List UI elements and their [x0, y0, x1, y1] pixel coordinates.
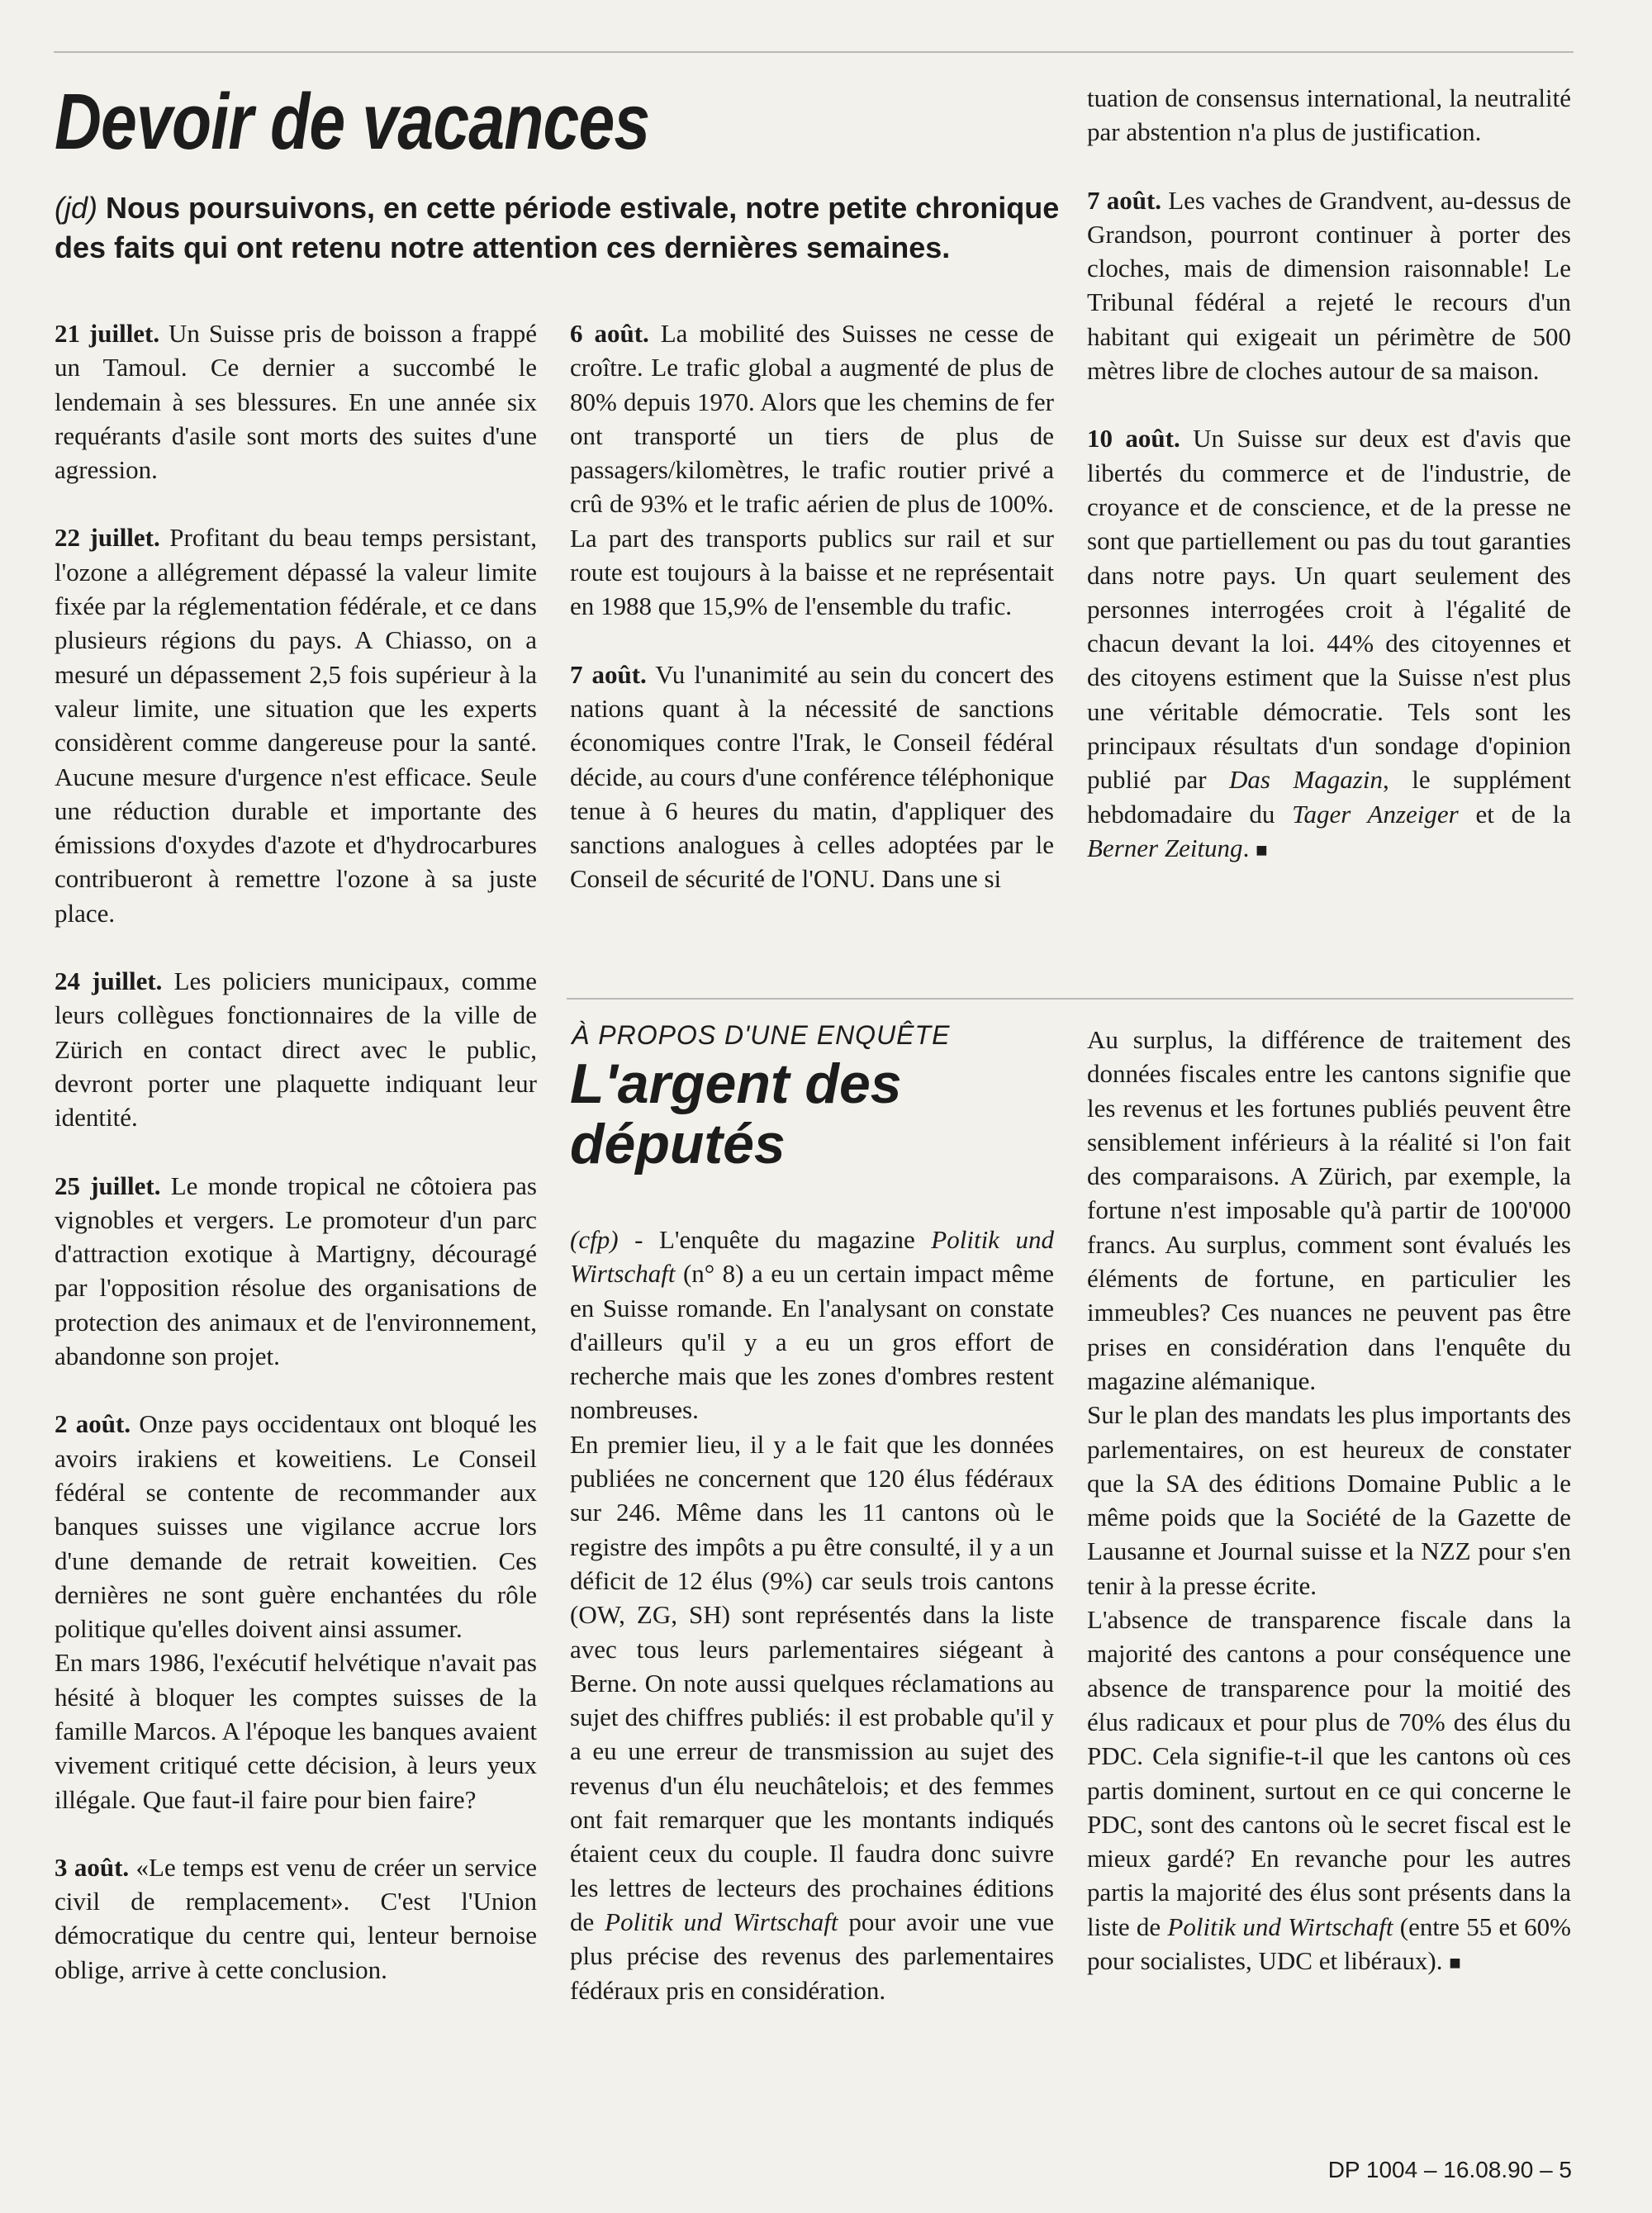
article1-column-3 [1087, 81, 1571, 868]
chronicle-entry-continuation: En mars 1986, l'exécutif helvétique n'avait pas hésité à bloquer les comptes suisses de la famille Marcos. A l'époque les banques avaient vivement critiqué cette décision, à leurs yeux illégale. Que faut-il faire pour bien faire? [55, 1648, 537, 1814]
chronicle-entry [55, 1850, 537, 1987]
entry-date: 2 août. [55, 1409, 131, 1439]
entry-text: Un Suisse pris de boisson a frappé un Tamoul. Ce dernier a succombé le lendemain à ses blessures. En une année six requérants d'asile sont morts des suites d'une agression. [55, 319, 537, 485]
paragraph-text: (entre 55 et 60% pour socialistes, UDC et libéraux). [1087, 1911, 1571, 1976]
entry-text: Profitant du beau temps persistant, l'ozone a allégrement dépassé la valeur limite fixée par la réglementation fédérale, et ce dans plusieurs régions du pays. A Chiasso, on a mesuré un dépassement 2,5 fois supérieur à la valeur limite, une situation que les experts considèrent comme dangereuse pour la santé. Aucune mesure d'urgence n'est efficace. Seule une réduction durable et importante des émissions d'oxydes d'azote et d'hydrocarbures contribueront à remettre l'ozone à sa juste place. [55, 523, 537, 928]
paragraph [570, 1427, 1054, 2007]
paragraph [1087, 1603, 1571, 1981]
entry-text: La mobilité des Suisses ne cesse de croître. Le trafic global a augmenté de plus de 80% depuis 1970. Alors que les chemins de fer ont transporté un tiers de plus de passagers/kilomètres, le trafic routier privé a crû de 93% et le trafic aérien de plus de 100%. La part des transports publics sur rail et sur route est toujours à la baisse et ne représentait en 1988 que 15,9% de l'ensemble du trafic. [570, 319, 1054, 621]
entry-text: Les vaches de Grandvent, au-dessus de Grandson, pourront continuer à porter des cloches, mais de dimension raisonnable! Le Tribunal fédéral a rejeté le recours d'un habitant qui exigeait un périmètre de 500 mètres libre de cloches autour de sa maison. [1087, 185, 1571, 386]
end-of-article-mark: ■ [1256, 839, 1268, 862]
chronicle-entry [570, 316, 1054, 624]
paragraph-text: L'absence de transparence fiscale dans la majorité des cantons a pour conséquence une absence de transparence pour la moitié des élus radicaux et pour plus de 70% des élus du PDC. Cela signifie-t-il que les cantons où ces partis dominent, surtout en ce qui concerne le PDC, sont des cantons où le secret fiscal est le mieux gardé? En revanche pour les autres partis la majorité des élus sont présents dans la liste de [1087, 1605, 1571, 1941]
article2-column-2 [570, 1223, 1054, 2007]
entry-text: Un Suisse sur deux est d'avis que libertés du commerce et de l'industrie, de croyance et de conscience, et de la presse ne sont que partiellement ou pas du tout garanties dans notre pays. Un quart seulement des personnes interrogées croit à l'égalité de chacun devant la loi. 44% des citoyennes et des citoyens estiment que la Suisse n'est plus une véritable démocratie. Tels sont les principaux résultats d'un sondage d'opinion publié par [1087, 424, 1571, 795]
page-footer: DP 1004 – 16.08.90 – 5 [1327, 2157, 1572, 2182]
lead-author-tag: (jd) [55, 191, 97, 225]
entry-text: Vu l'unanimité au sein du concert des nations quant à la nécessité de sanctions économiques contre l'Irak, le Conseil fédéral décide, au cours d'une conférence téléphonique tenue à 6 heures du matin, d'appliquer des sanctions analogues à celles adoptées par le Conseil de sécurité de l'ONU. Dans une si [570, 659, 1054, 894]
entry-date: 7 août. [1087, 185, 1162, 215]
entry-date: 24 juillet. [55, 966, 163, 996]
publication-name: Politik und Wirtschaft [570, 1225, 1054, 1289]
chronicle-entry [55, 1407, 537, 1646]
paragraph-text: - L'enquête du magazine [618, 1225, 932, 1254]
entry-date: 22 juillet. [55, 523, 160, 553]
chronicle-entry [55, 1169, 537, 1374]
entry-text: et de la [1458, 799, 1571, 829]
article2-column-3 [1087, 1023, 1571, 1981]
paragraph [570, 1223, 1054, 1427]
lead-text: Nous poursuivons, en cette période estivale, notre petite chronique des faits qui ont retenu notre attention ces dernières semaines. [55, 191, 1060, 264]
chronicle-entry [1087, 421, 1571, 868]
publication-name: Politik und Wirtschaft [605, 1907, 838, 1936]
article2-kicker: À PROPOS D'UNE ENQUÊTE [572, 1020, 951, 1050]
entry-date: 21 juillet. [55, 319, 160, 348]
entry-date: 6 août. [570, 319, 649, 348]
entry-date: 10 août. [1087, 424, 1180, 454]
publication-name: Berner Zeitung [1087, 833, 1243, 862]
end-of-article-mark: ■ [1449, 1953, 1461, 1975]
chronicle-entry [55, 964, 537, 1134]
chronicle-entry [55, 520, 537, 930]
publication-name: Das Magazin [1229, 765, 1383, 795]
entry-text: «Le temps est venu de créer un service civil de remplacement». C'est l'Union démocratique du centre qui, lenteur bernoise oblige, arrive à cette conclusion. [55, 1852, 537, 1984]
article-lead [55, 188, 1066, 268]
entry-text: , le supplément hebdomadaire du [1087, 765, 1571, 829]
paragraph: Au surplus, la différence de traitement des données fiscales entre les cantons signifie que les revenus et les fortunes publiés peuvent être sensiblement inférieurs à la réalité si l'on fait des comparaisons. A Zürich, par exemple, la fortune n'est imposable qu'à partir de 100'000 francs. Au surplus, comment sont évalués les éléments de fortune, en particulier les immeubles? Ces nuances ne peuvent pas être prises en considération dans l'enquête du magazine alémanique. [1087, 1025, 1571, 1395]
author-tag: (cfp) [570, 1225, 619, 1254]
article1-column-2 [570, 316, 1054, 896]
chronicle-entry-continuation: tuation de consensus international, la neutralité par abstention n'a plus de justification. [1087, 83, 1571, 147]
entry-text: . [1242, 833, 1256, 862]
entry-date: 25 juillet. [55, 1171, 161, 1200]
top-rule [54, 51, 1574, 53]
chronicle-entry [55, 316, 537, 487]
article-title: Devoir de vacances [55, 78, 650, 166]
entry-text: Le monde tropical ne côtoiera pas vignobles et vergers. Le promoteur d'un parc d'attraction exotique à Martigny, découragé par l'opposition résolue des organisations de protection des animaux et de l'environnement, abandonne son projet. [55, 1171, 537, 1371]
entry-text: Onze pays occidentaux ont bloqué les avoirs irakiens et koweitiens. Le Conseil fédéral se contente de recommander aux banques suisses une vigilance accrue lors d'une demande de retrait koweitien. Ces dernières ne sont guère enchantées du rôle politique qu'elles doivent ainsi assumer. [55, 1409, 537, 1644]
chronicle-entry [1087, 183, 1571, 388]
article1-column-1 [55, 316, 537, 1987]
publication-name: Politik und Wirtschaft [1167, 1911, 1393, 1941]
paragraph-text: pour avoir une vue plus précise des revenus des parlementaires fédéraux pris en considération. [570, 1907, 1054, 2005]
entry-text: Les policiers municipaux, comme leurs collègues fonctionnaires de la ville de Zürich en contact direct avec le public, devront porter une plaquette indiquant leur identité. [55, 966, 537, 1133]
article2-title-line: L'argent des [570, 1052, 902, 1115]
paragraph: Sur le plan des mandats les plus importants des parlementaires, on est heureux de constater que la SA des éditions Domaine Public a le même poids que la Société de la Gazette de Lausanne et Journal suisse et la NZZ pour s'en tenir à la presse écrite. [1087, 1400, 1571, 1600]
paragraph-text: (n° 8) a eu un certain impact même en Suisse romande. En l'analysant on constate d'ailleurs qu'il y a eu un gros effort de recherche mais que les zones d'ombres restent nombreuses. [570, 1259, 1054, 1425]
chronicle-entry [570, 658, 1054, 896]
article-separator-rule [567, 998, 1574, 1000]
paragraph-text: En premier lieu, il y a le fait que les données publiées ne concernent que 120 élus fédéraux sur 246. Même dans les 11 cantons où le registre des impôts a pu être consulté, il y a un déficit de 12 élus (9%) car seuls trois cantons (OW, ZG, SH) sont représentés dans la liste avec tous leurs parlementaires siégeant à Berne. On note aussi quelques réclamations au sujet des chiffres publiés: il est probable qu'il y a eu une erreur de transmission au sujet des revenus d'un élu neuchâtelois; et des femmes ont fait remarquer que les montants indiqués étaient ceux du couple. Il faudra donc suivre les lettres de lecteurs des prochaines éditions de [570, 1429, 1054, 1936]
publication-name: Tager Anzeiger [1292, 799, 1459, 829]
article2-title [570, 1054, 902, 1175]
article2-title-line: députés [570, 1113, 786, 1175]
entry-date: 3 août. [55, 1852, 130, 1882]
entry-date: 7 août. [570, 659, 647, 689]
